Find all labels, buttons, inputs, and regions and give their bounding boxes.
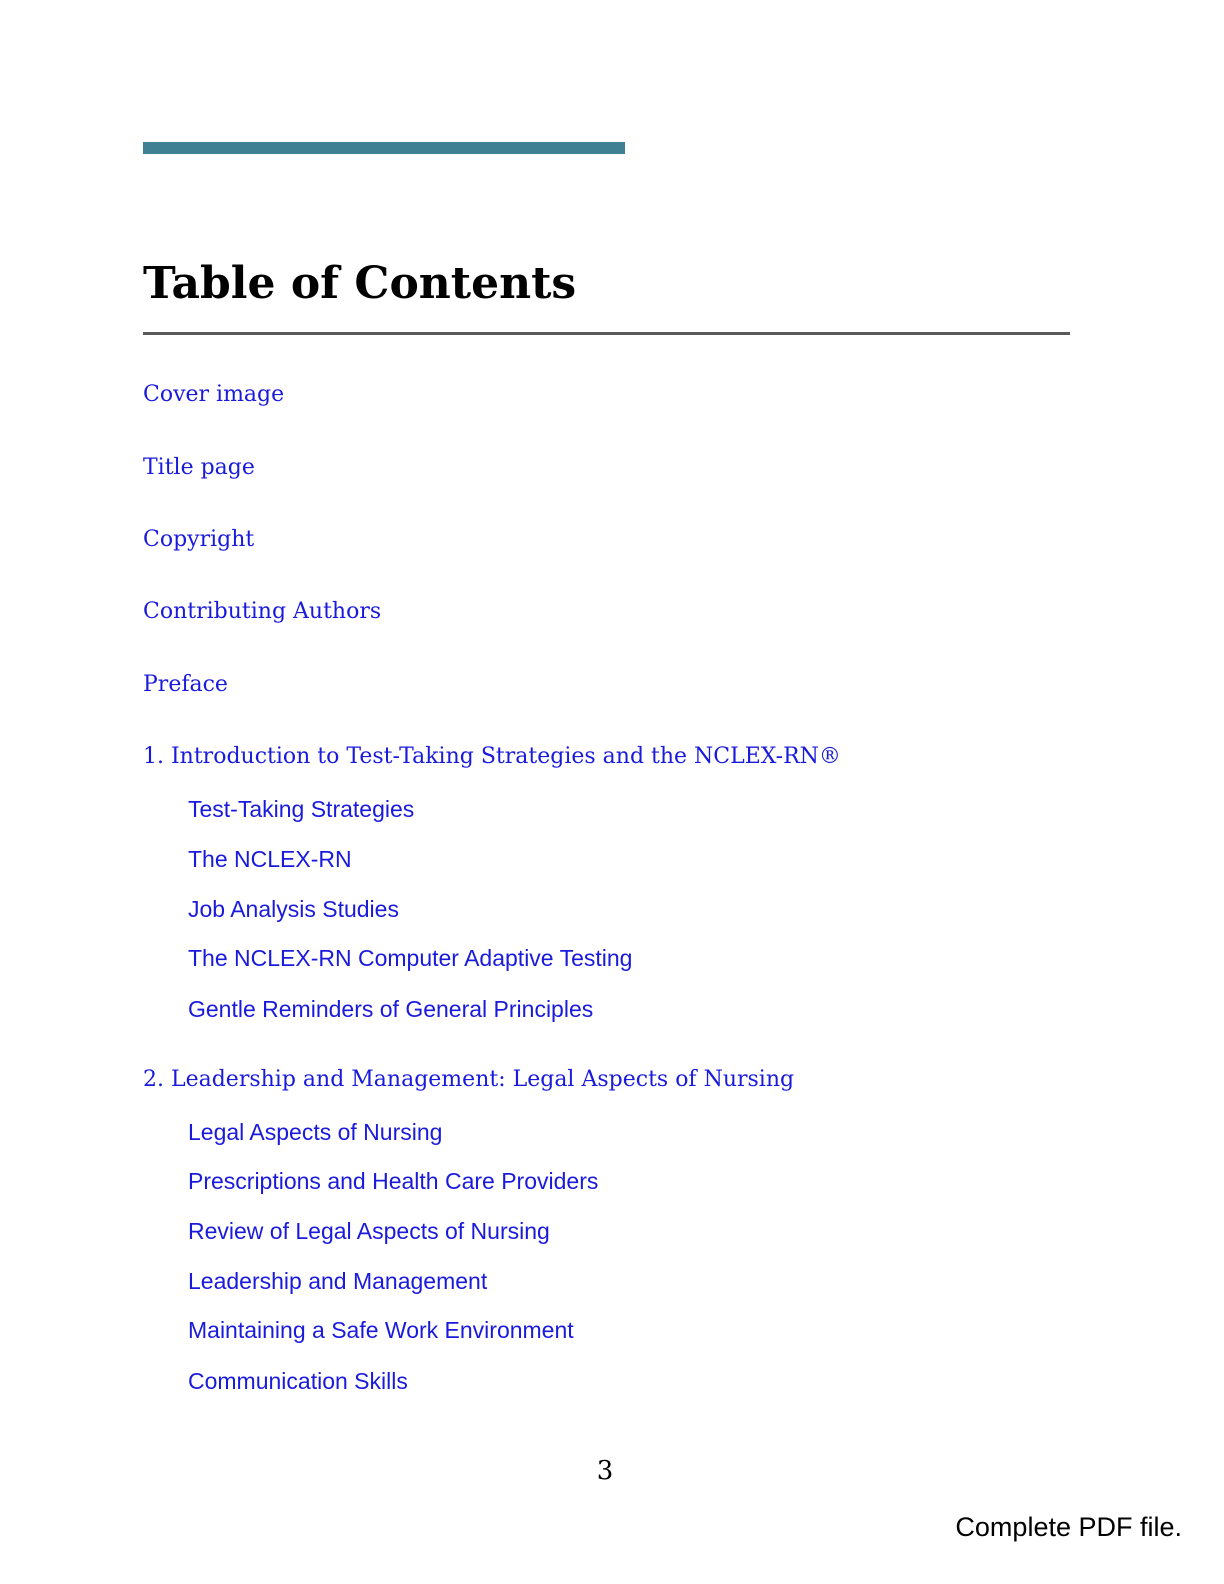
toc-link-preface[interactable]: Preface <box>143 672 228 697</box>
toc-sub-link[interactable]: Test-Taking Strategies <box>188 796 415 822</box>
toc-link-cover-image[interactable]: Cover image <box>143 382 285 407</box>
header-accent-bar <box>143 142 625 154</box>
toc-link-contributing-authors[interactable]: Contributing Authors <box>143 599 382 624</box>
toc-sub-link[interactable]: Maintaining a Safe Work Environment <box>188 1317 574 1343</box>
toc-sub-link[interactable]: Gentle Reminders of General Principles <box>188 996 594 1022</box>
toc-link-chapter-2[interactable]: 2. Leadership and Management: Legal Aspects of Nursing <box>143 1067 795 1092</box>
toc-link-copyright[interactable]: Copyright <box>143 527 255 552</box>
footer-note: Complete PDF file. <box>955 1512 1182 1542</box>
toc-sub-link[interactable]: The NCLEX-RN <box>188 846 352 872</box>
toc-sub-link[interactable]: Review of Legal Aspects of Nursing <box>188 1218 550 1244</box>
toc-sub-link[interactable]: Job Analysis Studies <box>188 896 399 922</box>
toc-sub-link[interactable]: Communication Skills <box>188 1368 408 1394</box>
toc-link-chapter-1[interactable]: 1. Introduction to Test-Taking Strategies and the NCLEX-RN® <box>143 744 841 769</box>
toc-sub-link[interactable]: Legal Aspects of Nursing <box>188 1119 443 1145</box>
page-title: Table of Contents <box>143 258 577 309</box>
toc-sub-link[interactable]: Prescriptions and Health Care Providers <box>188 1168 599 1194</box>
toc-sub-link[interactable]: Leadership and Management <box>188 1268 488 1294</box>
page-number: 3 <box>596 1456 614 1486</box>
toc-link-title-page[interactable]: Title page <box>143 455 255 480</box>
toc-sub-link[interactable]: The NCLEX-RN Computer Adaptive Testing <box>188 945 633 971</box>
title-divider <box>143 332 1070 335</box>
